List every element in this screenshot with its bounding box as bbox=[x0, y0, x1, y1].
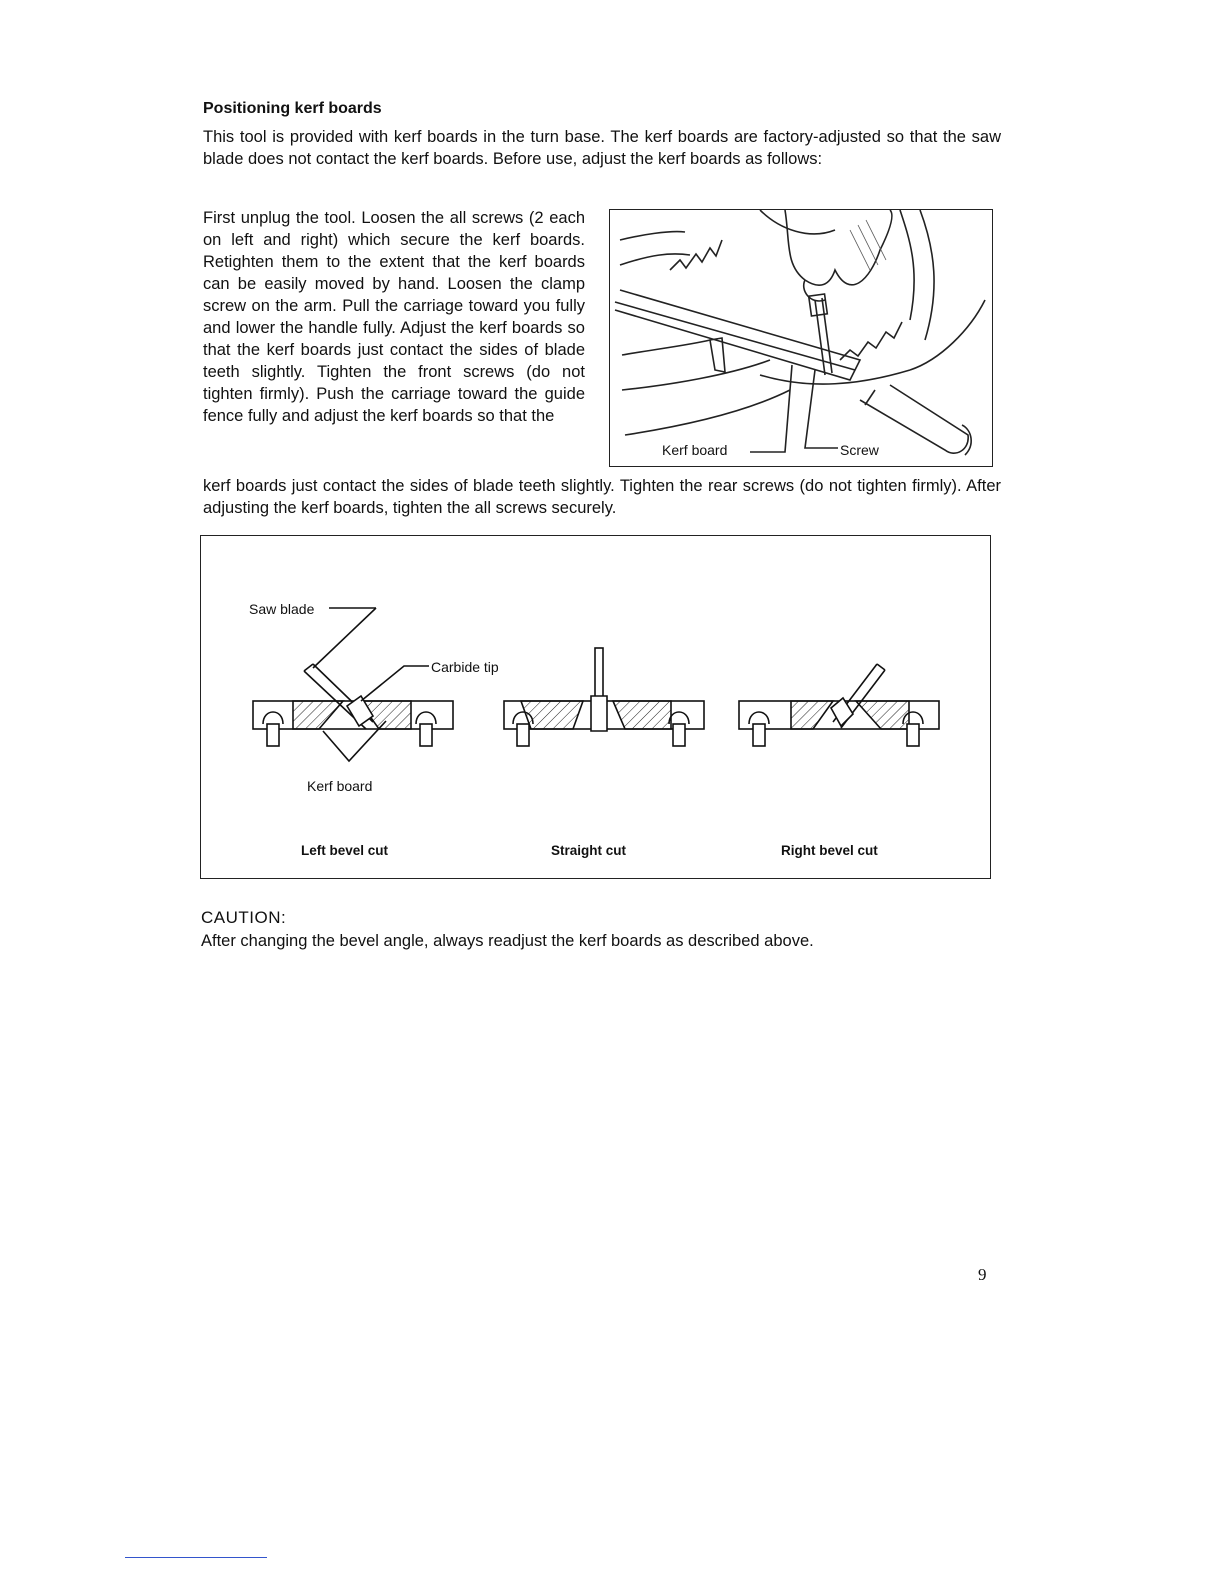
footer-rule bbox=[125, 1557, 267, 1558]
screw-label: Screw bbox=[840, 442, 879, 458]
instructions-continued: kerf boards just contact the sides of blade teeth slightly. Tighten the rear screws (do not tighten firmly). After adjusting the kerf boards, tighten the all screws securely. bbox=[203, 477, 1001, 517]
caption-right-bevel: Right bevel cut bbox=[781, 843, 878, 858]
saw-blade-label: Saw blade bbox=[249, 601, 315, 617]
intro-paragraph: This tool is provided with kerf boards in the turn base. The kerf boards are factory-adjusted so that the saw blade does not contact the kerf boards. Before use, adjust the kerf boards as follows: bbox=[203, 128, 1001, 168]
caution-title: CAUTION: bbox=[201, 908, 287, 927]
bevel-cut-drawing bbox=[201, 536, 992, 880]
caption-straight: Straight cut bbox=[551, 843, 627, 858]
caution-text: After changing the bevel angle, always readjust the kerf boards as described above. bbox=[201, 932, 814, 950]
left-bevel-figure bbox=[253, 608, 453, 761]
photo-illustration bbox=[610, 210, 993, 467]
instructions-paragraph: First unplug the tool. Loosen the all screws (2 each on left and right) which secure the kerf boards. Retighten them to the extent that the kerf boards can be easily moved by hand. Loosen the clamp screw on the arm. Pull the carriage toward you fully and lower the handle fully. Adjust the kerf boards so that the kerf boards just contact the sides of blade teeth slightly. Tighten the front screws (do not tighten firmly). Push the carriage toward the guide fence fully and adjust the kerf boards so that the bbox=[203, 209, 585, 425]
right-bevel-figure bbox=[739, 664, 939, 746]
caption-left-bevel: Left bevel cut bbox=[301, 843, 389, 858]
kerf-board-photo bbox=[609, 209, 993, 467]
straight-cut-figure bbox=[504, 648, 704, 746]
kerf-board-label: Kerf board bbox=[662, 442, 728, 458]
page-number: 9 bbox=[978, 1265, 987, 1284]
kerf-board-diagram-label: Kerf board bbox=[307, 778, 373, 794]
section-heading: Positioning kerf boards bbox=[203, 100, 382, 117]
carbide-tip-label: Carbide tip bbox=[431, 659, 499, 675]
bevel-cut-diagram bbox=[200, 535, 991, 879]
